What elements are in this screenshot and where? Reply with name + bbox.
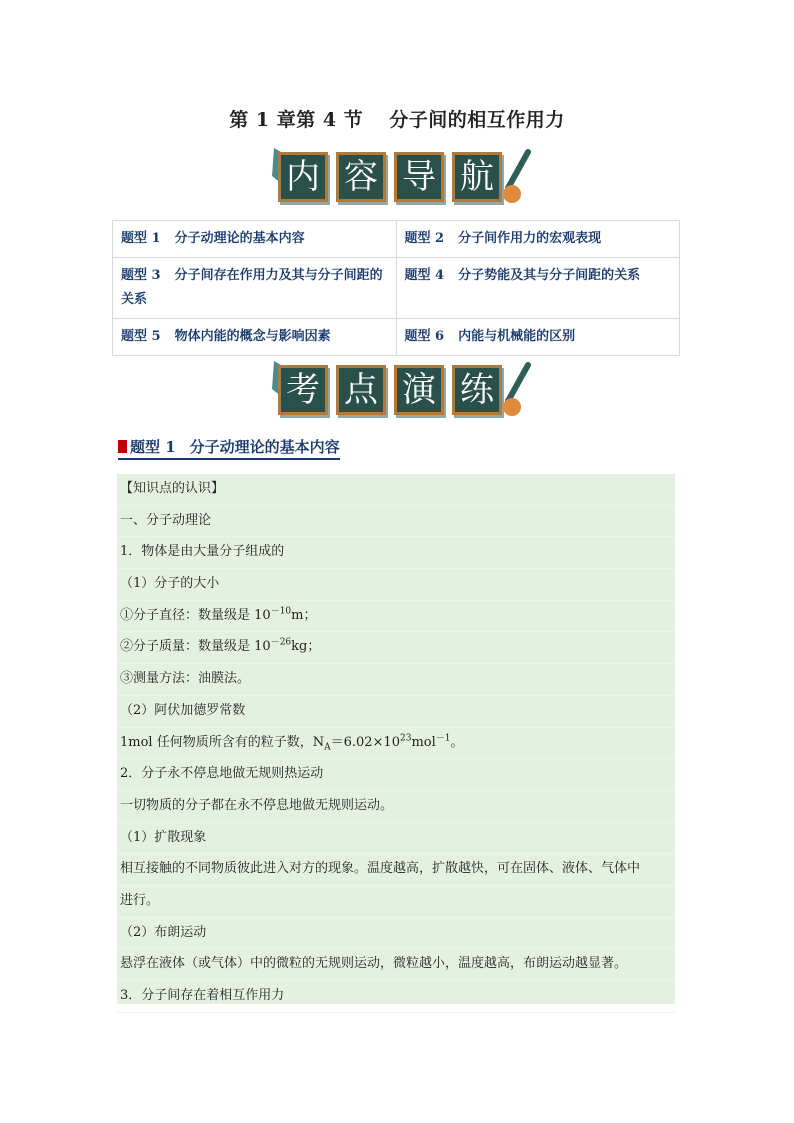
- knowledge-line: ③测量方法：油膜法。: [117, 664, 675, 696]
- table-row: [113, 258, 680, 319]
- pencil-icon: [498, 148, 532, 206]
- knowledge-line: （1）分子的大小: [117, 569, 675, 601]
- banner-char: 练: [452, 365, 502, 415]
- knowledge-line: ①分子直径：数量级是 $10^{-10}m$；: [117, 601, 675, 633]
- knowledge-line: 一、分子动理论: [117, 506, 675, 538]
- topic-link-2[interactable]: 题型 2 分子间作用力的宏观表现: [396, 221, 680, 258]
- knowledge-line: 相互接触的不同物质彼此进入对方的现象。温度越高，扩散越快，可在固体、液体、气体中: [117, 854, 675, 886]
- topic-link-5[interactable]: 题型 5 物体内能的概念与影响因素: [113, 319, 397, 356]
- topic-nav-table: [112, 220, 680, 356]
- knowledge-heading: 【知识点的认识】: [117, 474, 675, 506]
- banner-char: 航: [452, 152, 502, 202]
- topic-label: 分子间的相互作用力: [389, 109, 565, 131]
- banner-char: 点: [336, 365, 386, 415]
- knowledge-line: 3．分子间存在着相互作用力: [117, 981, 675, 1013]
- topic-link-3[interactable]: 题型 3 分子间存在作用力及其与分子间距的关系: [113, 258, 397, 319]
- banner-char: 内: [278, 152, 328, 202]
- chapter-label: 第 1 章第 4 节: [229, 109, 364, 131]
- knowledge-line: （1）扩散现象: [117, 823, 675, 855]
- knowledge-line: 一切物质的分子都在永不停息地做无规则运动。: [117, 791, 675, 823]
- knowledge-line: （2）阿伏加德罗常数: [117, 696, 675, 728]
- exercise-banner: [272, 359, 532, 421]
- topic-link-4[interactable]: 题型 4 分子势能及其与分子间距的关系: [396, 258, 680, 319]
- content-nav-banner: [272, 146, 532, 208]
- banner-char: 容: [336, 152, 386, 202]
- table-row: [113, 319, 680, 356]
- page-title: [0, 105, 794, 132]
- banner-char: 演: [394, 365, 444, 415]
- red-square-icon: [118, 440, 127, 453]
- knowledge-line: 1mol 任何物质所含有的粒子数，$N_A=6.02\times 10^{23}mol^{-1}$。: [117, 728, 675, 760]
- table-row: [113, 221, 680, 258]
- topic-link-6[interactable]: 题型 6 内能与机械能的区别: [396, 319, 680, 356]
- section-heading: 题型 1 分子动理论的基本内容: [118, 436, 340, 460]
- knowledge-line: ②分子质量：数量级是 $10^{-26}kg$；: [117, 632, 675, 664]
- knowledge-line: （2）布朗运动: [117, 918, 675, 950]
- knowledge-box: [117, 474, 675, 1004]
- banner-char: 考: [278, 365, 328, 415]
- knowledge-line: 2．分子永不停息地做无规则热运动: [117, 759, 675, 791]
- knowledge-line: 悬浮在液体（或气体）中的微粒的无规则运动，微粒越小，温度越高，布朗运动越显著。: [117, 949, 675, 981]
- topic-link-1[interactable]: 题型 1 分子动理论的基本内容: [113, 221, 397, 258]
- pencil-icon: [498, 361, 532, 419]
- knowledge-line: 进行。: [117, 886, 675, 918]
- banner-char: 导: [394, 152, 444, 202]
- knowledge-line: 1．物体是由大量分子组成的: [117, 537, 675, 569]
